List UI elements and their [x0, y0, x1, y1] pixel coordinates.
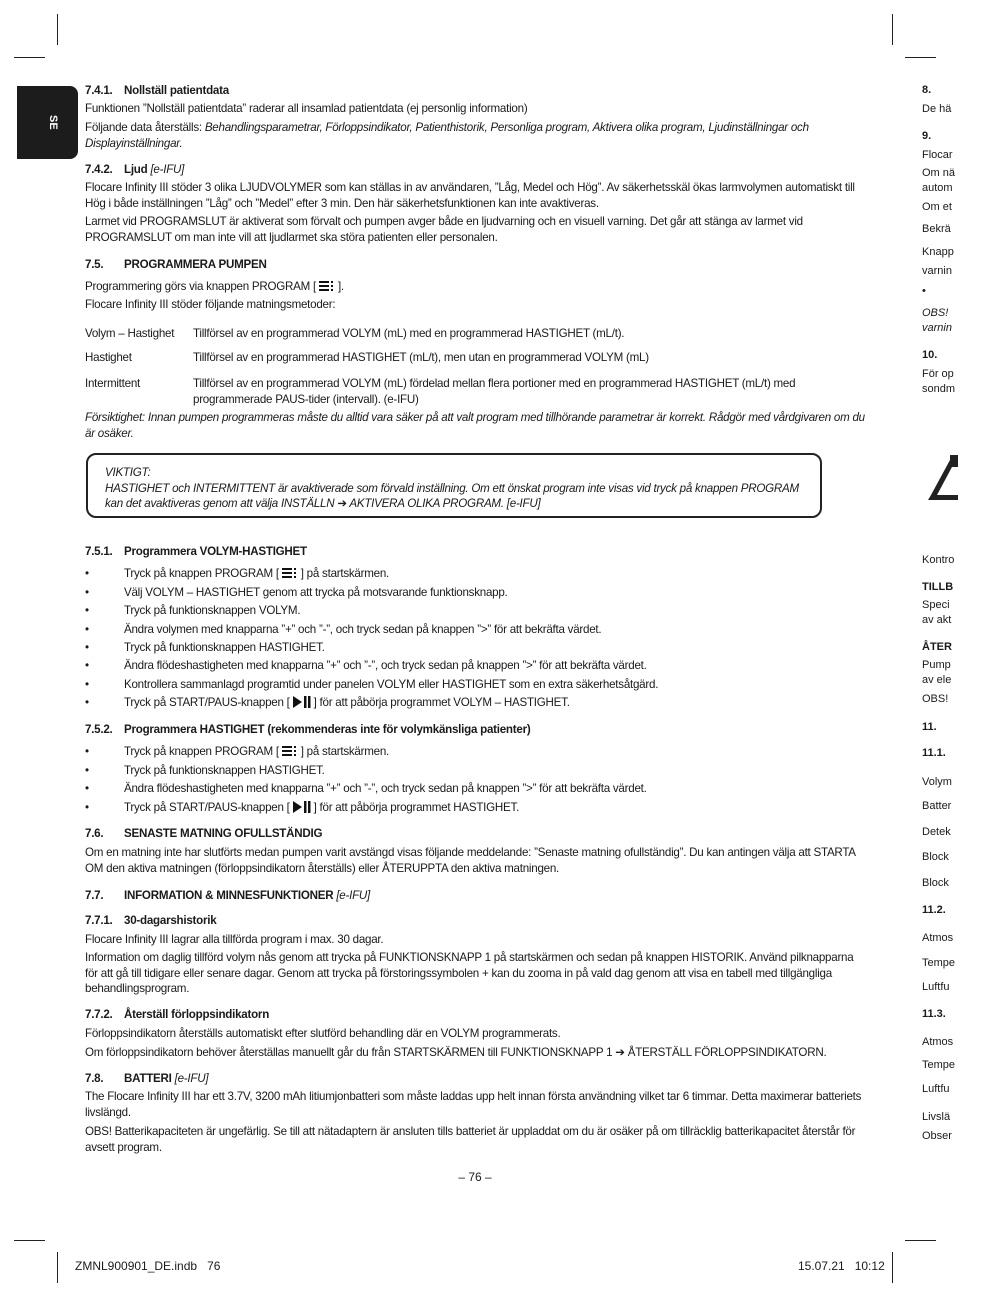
heading-7-7: 7.7. INFORMATION & MINNESFUNKTIONER [e-IFU] [85, 889, 371, 902]
paragraph: Om en matning inte har slutförts medan pumpen varit avstängd visas följande meddelande: ”Senaste matning ofullständig”. Du kan antingen välja att STARTA OM den aktiva matningen (förloppsindikatorn återställs) eller ÅTERUPPTA den aktiva matningen. [85, 846, 856, 875]
next-page-fragment: Om et [922, 201, 952, 213]
next-page-fragment: 11.1. [922, 747, 946, 759]
paragraph: OBS! Batterikapaciteten är ungefärlig. Se till att nätadaptern är ansluten tills batteriet är uppladdat om du är osäker på om tillräcklig batterikapacitet återstår för avsett program. [85, 1125, 856, 1154]
next-page-fragment: Batter [922, 800, 952, 812]
next-page-fragment: 10. [922, 349, 938, 361]
paragraph: Information om daglig tillförd volym nås genom att trycka på FUNKTIONSKNAPP 1 på startskärmen och sedan på knappen HISTORIK. Använd pilknapparna för att gå till tidigare eller senare dagar. Genom att trycka på förstoringssymbolen + kan du zooma in på vald dag genom att visa en tabell med tillgängliga behandlingsprogram. [85, 951, 854, 996]
next-page-fragment: Atmos [922, 1036, 954, 1048]
heading-7-4-2: 7.4.2. Ljud [e-IFU] [85, 163, 185, 176]
next-page-fragment: av ele [922, 674, 952, 686]
next-page-fragment: Om nä [922, 167, 956, 179]
paragraph: Flocare Infinity III lagrar alla tillförda program i max. 30 dagar. [85, 933, 384, 946]
next-page-fragment: Bekrä [922, 223, 951, 235]
crop-mark [57, 14, 58, 45]
next-page-fragment: 8. [922, 84, 932, 96]
crop-mark [905, 1240, 936, 1241]
next-page-fragment: Knapp [922, 246, 954, 258]
crop-mark [14, 57, 45, 58]
next-page-fragment: Detek [922, 826, 951, 838]
next-page-fragment: Tempe [922, 957, 956, 969]
next-page-fragment: Pump [922, 659, 951, 671]
next-page-fragment: Kontro [922, 554, 955, 566]
heading-7-8: 7.8. BATTERI [e-IFU] [85, 1072, 209, 1085]
play-pause-icon [293, 801, 311, 813]
next-page-fragment: Luftfu [922, 981, 950, 993]
crop-mark [892, 1252, 893, 1283]
paragraph: Programmering görs via knappen PROGRAM [ ]. [85, 280, 344, 293]
paragraph: Följande data återställs: Behandlingsparametrar, Förloppsindikator, Patienthistorik, Personliga program, Aktivera olika program, Ljudinställningar och Displayinställningar. [85, 121, 809, 150]
next-page-fragment: av akt [922, 614, 952, 626]
next-page-fragment: De hä [922, 103, 952, 115]
next-page-fragment: Flocar [922, 149, 953, 161]
next-page-fragment: 11. [922, 721, 937, 733]
program-menu-icon [282, 745, 298, 757]
next-page-fragment: 9. [922, 130, 932, 142]
crop-mark [57, 1252, 58, 1283]
heading-7-5: 7.5. PROGRAMMERA PUMPEN [85, 258, 267, 271]
next-page-fragment: Tempe [922, 1059, 956, 1071]
paragraph: The Flocare Infinity III har ett 3.7V, 3200 mAh litiumjonbatteri som måste laddas upp helt innan första användning vilket tar 6 timmar. Detta maximerar batteriets livslängd. [85, 1090, 862, 1119]
footer-file: ZMNL900901_DE.indb 76 [75, 1259, 221, 1273]
next-page-fragment: • [922, 285, 926, 297]
next-page-fragment: Speci [922, 599, 950, 611]
heading-7-7-1: 7.7.1. 30-dagarshistorik [85, 914, 217, 927]
heading-7-7-2: 7.7.2. Återställ förloppsindikatorn [85, 1008, 270, 1021]
next-page-fragment: 11.3. [922, 1008, 946, 1020]
arrow-icon: ➔ [615, 1046, 625, 1059]
program-menu-icon [282, 567, 298, 579]
crop-mark [14, 1240, 45, 1241]
important-label: VIKTIGT: [105, 466, 151, 479]
paragraph: Om förloppsindikatorn behöver återställas manuellt går du från STARTSKÄRMEN till FUNKTIONSKNAPP 1 ➔ ÅTERSTÄLL FÖRLOPPSINDIKATORN. [85, 1046, 827, 1059]
next-page-fragment: sondm [922, 383, 956, 395]
play-pause-icon [293, 696, 311, 708]
paragraph: Flocare Infinity III stöder följande matningsmetoder: [85, 298, 336, 311]
next-page-fragment: Block [922, 877, 949, 889]
paragraph: Larmet vid PROGRAMSLUT är aktiverat som förvalt och pumpen avger både en ljudvarning och en visuell varning. Det går att stänga av larmet vid PROGRAMSLUT om man inte vill att ljudlarmet ska störa patienten eller personalen. [85, 215, 803, 244]
next-page-fragment: OBS! [922, 307, 949, 319]
next-page-fragment: varnin [922, 322, 952, 334]
language-tab-label: SE [47, 115, 59, 130]
language-tab [17, 86, 78, 159]
next-page-fragment: Atmos [922, 932, 954, 944]
footer-date: 15.07.21 10:12 [798, 1259, 885, 1273]
important-text: HASTIGHET och INTERMITTENT är avaktiverade som förvald inställning. Om ett önskat program inte visas vid tryck på knappen PROGRAM kan det avaktiveras genom att välja INSTÄLLN ➔ AKTIVERA OLIKA PROGRAM. [e-IFU] [105, 481, 799, 511]
heading-7-5-1: 7.5.1. Programmera VOLYM-HASTIGHET [85, 545, 307, 558]
next-page-fragment: Livslä [922, 1111, 951, 1123]
heading-7-6: 7.6. SENASTE MATNING OFULLSTÄNDIG [85, 827, 323, 840]
paragraph: Förloppsindikatorn återställs automatiskt efter slutförd behandling där en VOLYM programmerats. [85, 1027, 561, 1040]
next-page-fragment: ÅTER [922, 641, 952, 653]
next-page-fragment: 11.2. [922, 904, 946, 916]
heading-7-5-2: 7.5.2. Programmera HASTIGHET (rekommenderas inte för volymkänsliga patienter) [85, 723, 531, 736]
next-page-fragment: autom [922, 182, 953, 194]
next-page-fragment: OBS! [922, 693, 949, 705]
next-page-fragment: Volym [922, 776, 952, 788]
next-page-fragment: varnin [922, 265, 952, 277]
paragraph: Flocare Infinity III stöder 3 olika LJUDVOLYMER som kan ställas in av användaren, ”Låg, Medel och Hög”. Av säkerhetsskäl ökas larmvolymen automatiskt till Hög i både inställningen ”Låg” och ”Medel” efter 3 min. Den här säkerhetsfunktionen kan inte avaktiveras. [85, 181, 855, 210]
crop-mark [892, 14, 893, 45]
page-number: – 76 – [458, 1170, 492, 1184]
crop-mark [905, 57, 936, 58]
warning-triangle-icon [928, 455, 958, 500]
program-menu-icon [319, 280, 335, 292]
paragraph: Funktionen ”Nollställ patientdata” raderar all insamlad patientdata (ej personlig information) [85, 102, 528, 115]
next-page-fragment: Obser [922, 1130, 952, 1142]
caution-note: Försiktighet: Innan pumpen programmeras måste du alltid vara säker på att valt program med tillhörande parametrar är korrekt. Rådgör med vårdgivaren om du är osäker. [85, 411, 865, 440]
arrow-icon: ➔ [337, 497, 347, 511]
important-notice-box [86, 453, 822, 518]
next-page-fragment: Block [922, 851, 949, 863]
heading-7-4-1: 7.4.1. Nollställ patientdata [85, 84, 229, 97]
next-page-fragment: TILLB [922, 581, 954, 593]
next-page-fragment: För op [922, 368, 954, 380]
next-page-fragment: Luftfu [922, 1083, 950, 1095]
